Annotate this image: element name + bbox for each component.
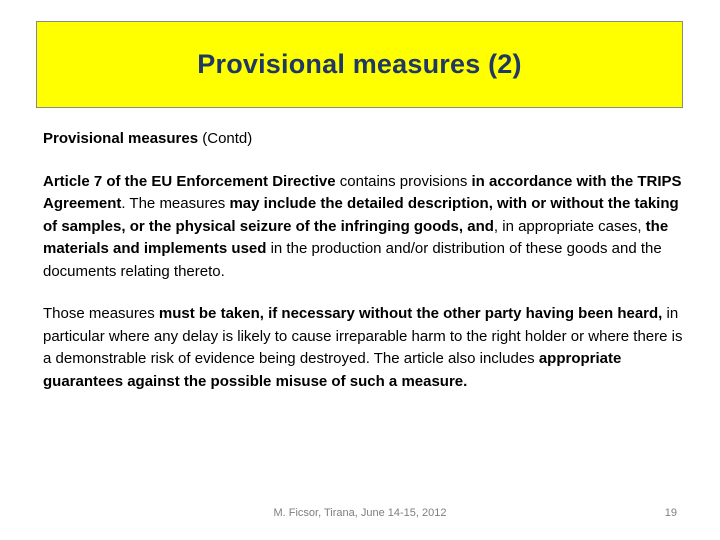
title-banner: [36, 21, 683, 108]
paragraph-2-run: must be taken, if necessary without the other party having been heard,: [158, 305, 663, 322]
paragraph-2-run: .: [463, 372, 468, 390]
paragraph-2: [43, 303, 683, 393]
paragraph-2-run: Those measures: [43, 305, 159, 322]
paragraph-1-run: the materials and implements used: [43, 217, 669, 257]
slide-body: [43, 128, 683, 413]
paragraph-1-run: in accordance with the TRIPS Agreement: [43, 172, 682, 212]
paragraph-2-run: appropriate guarantees against the possible misuse of such a measure: [43, 350, 622, 390]
paragraph-1: [43, 171, 683, 284]
paragraph-2-run: in particular where any delay is likely to cause irreparable harm to the right holder or where there is a demonstrable risk of evidence being destroyed. The article also includes: [43, 305, 683, 367]
subheading-normal: (Contd): [198, 130, 253, 147]
subheading-bold: Provisional measures: [43, 130, 199, 147]
paragraph-1-run: contains provisions: [335, 172, 472, 190]
paragraph-1-run: . The measures: [121, 195, 230, 212]
footer-text: M. Ficsor, Tirana, June 14-15, 2012: [273, 507, 447, 519]
paragraph-1-run: Article 7 of the EU Enforcement Directive: [43, 172, 336, 190]
paragraph-1-run: in the production and/or distribution of these goods and the documents relating thereto.: [43, 240, 662, 280]
subheading: [43, 128, 683, 151]
slide-title: Provisional measures (2): [197, 49, 522, 79]
page-number: 19: [664, 507, 677, 519]
paragraph-1-run: may include the detailed description, with or without the taking of samples, or the physical seizure of the infringing goods, and: [43, 195, 679, 235]
paragraph-1-run: , in appropriate cases,: [493, 217, 646, 235]
